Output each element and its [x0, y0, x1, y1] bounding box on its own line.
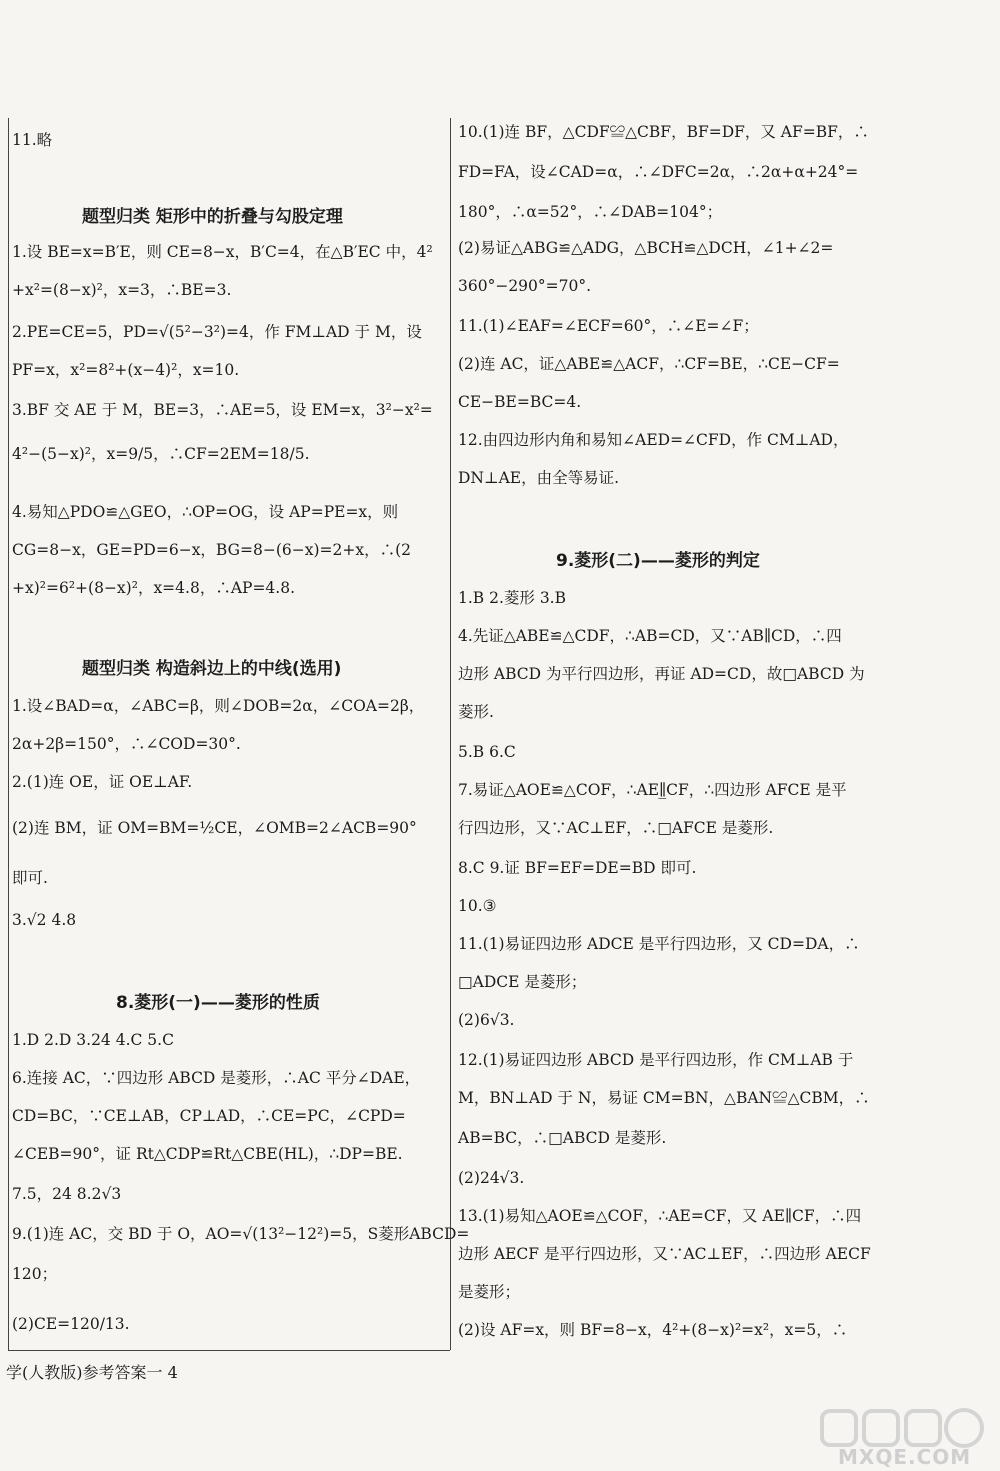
answer-line: □ADCE 是菱形； — [458, 973, 587, 991]
answer-line: 12.由四边形内角和易知∠AED=∠CFD，作 CM⊥AD， — [458, 431, 849, 449]
answer-line: 360°−290°=70°. — [458, 277, 592, 295]
answer-line: 10.(1)连 BF，△CDF≌△CBF，BF=DF，又 AF=BF，∴ — [458, 123, 869, 141]
answer-line: (2)CE=120/13. — [12, 1315, 130, 1333]
answer-line: 4.先证△ABE≌△CDF，∴AB=CD，又∵AB∥CD，∴四 — [458, 627, 842, 645]
section-heading: 8.菱形(一)——菱形的性质 — [116, 993, 320, 1013]
bottom-border — [8, 1350, 450, 1351]
answer-line: M，BN⊥AD 于 N，易证 CM=BN，△BAN≌△CBM，∴ — [458, 1089, 870, 1107]
answer-line: 2.(1)连 OE，证 OE⊥AF. — [12, 773, 193, 791]
answer-line: +x²=(8−x)²，x=3，∴BE=3. — [12, 281, 232, 299]
answer-line: FD=FA，设∠CAD=α，∴∠DFC=2α，∴2α+α+24°= — [458, 163, 859, 181]
answer-line: ∠CEB=90°，证 Rt△CDP≌Rt△CBE(HL)，∴DP=BE. — [12, 1145, 403, 1163]
answer-line: CE−BE=BC=4. — [458, 393, 582, 411]
answer-line: 1.D 2.D 3.24 4.C 5.C — [12, 1031, 174, 1049]
answer-line: 7.易证△AOE≌△COF，∴AE∥̲CF，∴四边形 AFCE 是平 — [458, 781, 847, 799]
section-heading: 题型归类 构造斜边上的中线(选用) — [82, 659, 342, 679]
answer-line: PF=x，x²=8²+(x−4)²，x=10. — [12, 361, 240, 379]
answer-line: DN⊥AE，由全等易证. — [458, 469, 620, 487]
answer-line: 13.(1)易知△AOE≌△COF，∴AE=CF，又 AE∥CF，∴四 — [458, 1207, 862, 1225]
answer-line: 3.√2 4.8 — [12, 911, 77, 929]
answer-line: 边形 ABCD 为平行四边形，再证 AD=CD，故□ABCD 为 — [458, 665, 865, 683]
answer-line: CD=BC，∵CE⊥AB，CP⊥AD，∴CE=PC，∠CPD= — [12, 1107, 406, 1125]
answer-line: 菱形. — [458, 703, 494, 721]
answer-line: 12.(1)易证四边形 ABCD 是平行四边形，作 CM⊥AB 于 — [458, 1051, 854, 1069]
answer-line: 边形 AECF 是平行四边形，又∵AC⊥EF，∴四边形 AECF — [458, 1245, 871, 1263]
answer-line: 10.③ — [458, 897, 497, 915]
answer-line: 11.(1)∠EAF=∠ECF=60°，∴∠E=∠F； — [458, 317, 759, 335]
answer-line: 是菱形； — [458, 1283, 521, 1301]
answer-line: 11.略 — [12, 131, 53, 149]
answer-line: 11.(1)易证四边形 ADCE 是平行四边形，又 CD=DA，∴ — [458, 935, 860, 953]
column-divider — [450, 118, 451, 1350]
answer-line: 1.设 BE=x=B′E，则 CE=8−x，B′C=4，在△B′EC 中，4² — [12, 243, 433, 261]
answer-line: 1.设∠BAD=α，∠ABC=β，则∠DOB=2α，∠COA=2β， — [12, 697, 425, 715]
answer-line: 6.连接 AC，∵四边形 ABCD 是菱形，∴AC 平分∠DAE， — [12, 1069, 421, 1087]
answer-line: 4²−(5−x)²，x=9/5，∴CF=2EM=18/5. — [12, 445, 310, 463]
answer-line: 即可. — [12, 869, 48, 887]
answer-line: 4.易知△PDO≌△GEO，∴OP=OG，设 AP=PE=x，则 — [12, 503, 399, 521]
left-border — [8, 118, 9, 1350]
page-footer: 学(人教版)参考答案一 4 — [6, 1363, 178, 1382]
answer-line: 120； — [12, 1265, 58, 1283]
answer-line: 1.B 2.菱形 3.B — [458, 589, 567, 607]
answer-line: 8.C 9.证 BF=EF=DE=BD 即可. — [458, 859, 697, 877]
answer-line: 5.B 6.C — [458, 743, 516, 761]
answer-line: (2)连 AC，证△ABE≌△ACF，∴CF=BE，∴CE−CF= — [458, 355, 840, 373]
answer-line: (2)连 BM，证 OM=BM=½CE，∠OMB=2∠ACB=90° — [12, 819, 417, 837]
answer-line: +x)²=6²+(8−x)²，x=4.8，∴AP=4.8. — [12, 579, 296, 597]
section-heading: 9.菱形(二)——菱形的判定 — [556, 551, 760, 571]
answer-line: (2)24√3. — [458, 1169, 525, 1187]
answer-line: 7.5，24 8.2√3 — [12, 1185, 122, 1203]
answer-line: CG=8−x，GE=PD=6−x，BG=8−(6−x)=2+x，∴(2 — [12, 541, 412, 559]
answer-line: AB=BC，∴□ABCD 是菱形. — [458, 1129, 667, 1147]
answer-line: 3.BF 交 AE 于 M，BE=3，∴AE=5，设 EM=x，3²−x²= — [12, 401, 433, 419]
section-heading: 题型归类 矩形中的折叠与勾股定理 — [82, 207, 343, 227]
watermark-text: MXQE.COM — [838, 1445, 972, 1469]
answer-line: 2α+2β=150°，∴∠COD=30°. — [12, 735, 241, 753]
answer-line: (2)6√3. — [458, 1011, 515, 1029]
answer-line: 行四边形，又∵AC⊥EF，∴□AFCE 是菱形. — [458, 819, 774, 837]
answer-line: 180°，∴α=52°，∴∠DAB=104°； — [458, 203, 723, 221]
answer-line: (2)易证△ABG≌△ADG，△BCH≌△DCH，∠1+∠2= — [458, 239, 834, 257]
answer-line: 9.(1)连 AC，交 BD 于 O，AO=√(13²−12²)=5，S菱形ABCD= — [12, 1225, 470, 1243]
answer-line: (2)设 AF=x，则 BF=8−x，4²+(8−x)²=x²，x=5，∴ — [458, 1321, 848, 1339]
answer-line: 2.PE=CE=5，PD=√(5²−3²)=4，作 FM⊥AD 于 M，设 — [12, 323, 422, 341]
